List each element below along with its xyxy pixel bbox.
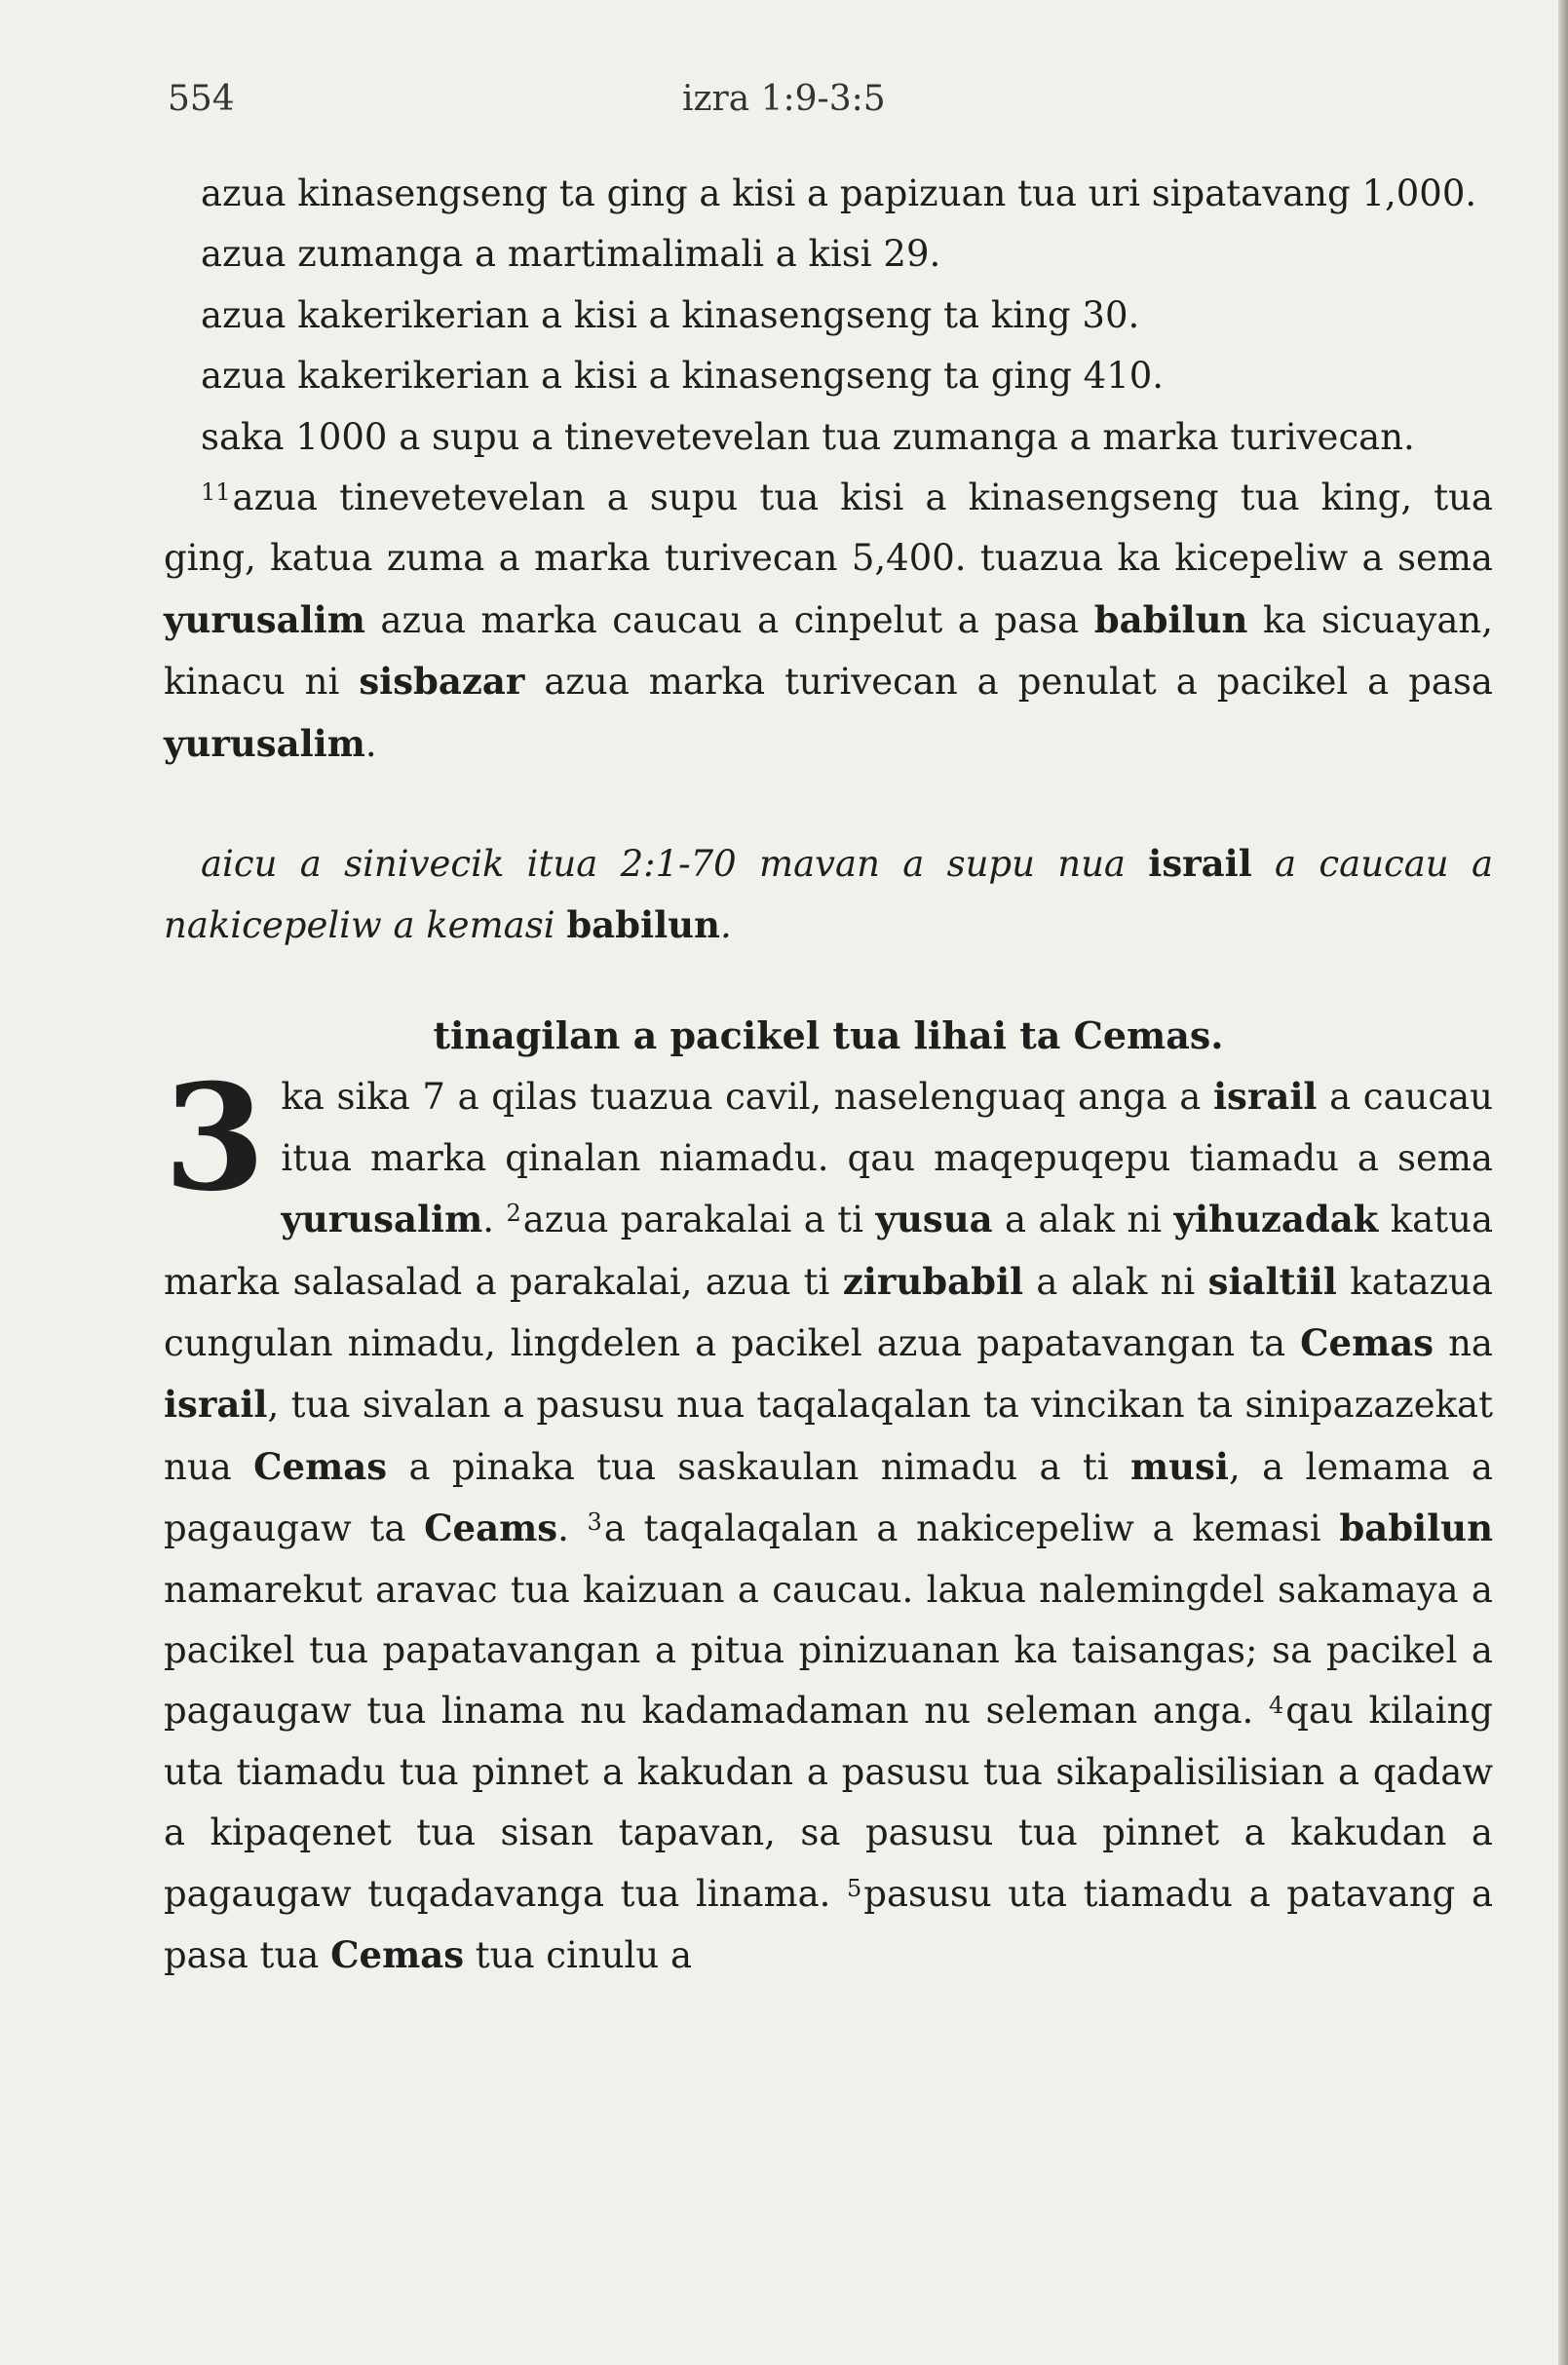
text-body (164, 164, 1493, 1986)
page-number: 554 (168, 79, 235, 119)
place-name: yurusalim (164, 597, 365, 641)
list-line: azua zumanga a martimalimali a kisi 29. (201, 233, 941, 276)
page-header (168, 70, 1493, 129)
list-line: saka 1000 a supu a tinevetevelan tua zumanga a marka turivecan. (201, 415, 1415, 458)
verse-number: 5 (847, 1874, 862, 1902)
cross-reference-note: aicu a sinivecik itua 2:1-70 mavan a supu nua israil a caucau a nakicepeliw a kemasi babilun. (164, 842, 1494, 947)
verse-number: 2 (506, 1200, 521, 1228)
list-line: azua kakerikerian a kisi a kinasengseng ta ging 410. (201, 355, 1165, 398)
page-edge (1558, 0, 1568, 2365)
person-name: sisbazar (359, 660, 525, 704)
verse-11: $^{11}$azua tinevetevelan a supu tua kisi a kinasengseng tua king, tua ging, katua zuma a marka turivecan 5,400. tuazua ka kicepeliw a sema yurusalim azua marka caucau a cinpelut a pasa babilun ka sicuayan, kinacu ni sisbazar azua marka turivecan a penulat a pacikel a pasa yurusalim. (164, 477, 1493, 765)
verse-number: 4 (1268, 1692, 1284, 1720)
verse-number: 11 (201, 478, 231, 507)
place-name: yurusalim (164, 721, 365, 765)
chapter-3-text: 3 ka sika 7 a qilas tuazua cavil, naselenguaq anga a israil a caucau itua marka qinalan niamadu. qau maqepuqepu tiamadu a sema yurusalim. $^2$azua parakalai a ti yusua a alak ni yihuzadak katua marka salasalad a parakalai, azua ti zirubabil a alak ni sialtiil katazua cungulan nimadu, lingdelen a pacikel azua papatavangan ta Cemas na israil, tua sivalan a pasusu nua taqalaqalan ta vincikan ta sinipazazekat nua Cemas a pinaka tua saskaulan nimadu a ti musi, a lemama a pagaugaw ta Ceams. $^3$a taqalaqalan a nakicepeliw a kemasi babilun namarekut aravac tua kaizuan a caucau. lakua nalemingdel sakamaya a pacikel tua papatavangan a pitua pinizuanan ka taisangas; sa pacikel a pagaugaw tua linama nu kadamadaman nu seleman anga. $^4$qau kilaing uta tiamadu tua pinnet a kakudan a pasusu tua sikapalisilisian a qadaw a kipaqenet tua sisan tapavan, sa pasusu tua pinnet a kakudan a pagaugaw tuqadavanga tua linama. $^5$pasusu uta tiamadu a patavang a pasa tua Cemas tua cinulu a (164, 1052, 1494, 1976)
list-line: azua kinasengseng ta ging a kisi a papizuan tua uri sipatavang 1,000. (201, 172, 1477, 214)
section-heading: tinagilan a pacikel tua lihai ta Cemas. (433, 1012, 1224, 1057)
place-name: babilun (1093, 597, 1248, 641)
running-title: izra 1:9-3:5 (682, 79, 886, 119)
list-line: azua kakerikerian a kisi a kinasengseng ta king 30. (201, 293, 1140, 336)
chapter-number: 3 (164, 1052, 266, 1225)
verse-number: 3 (587, 1508, 602, 1537)
